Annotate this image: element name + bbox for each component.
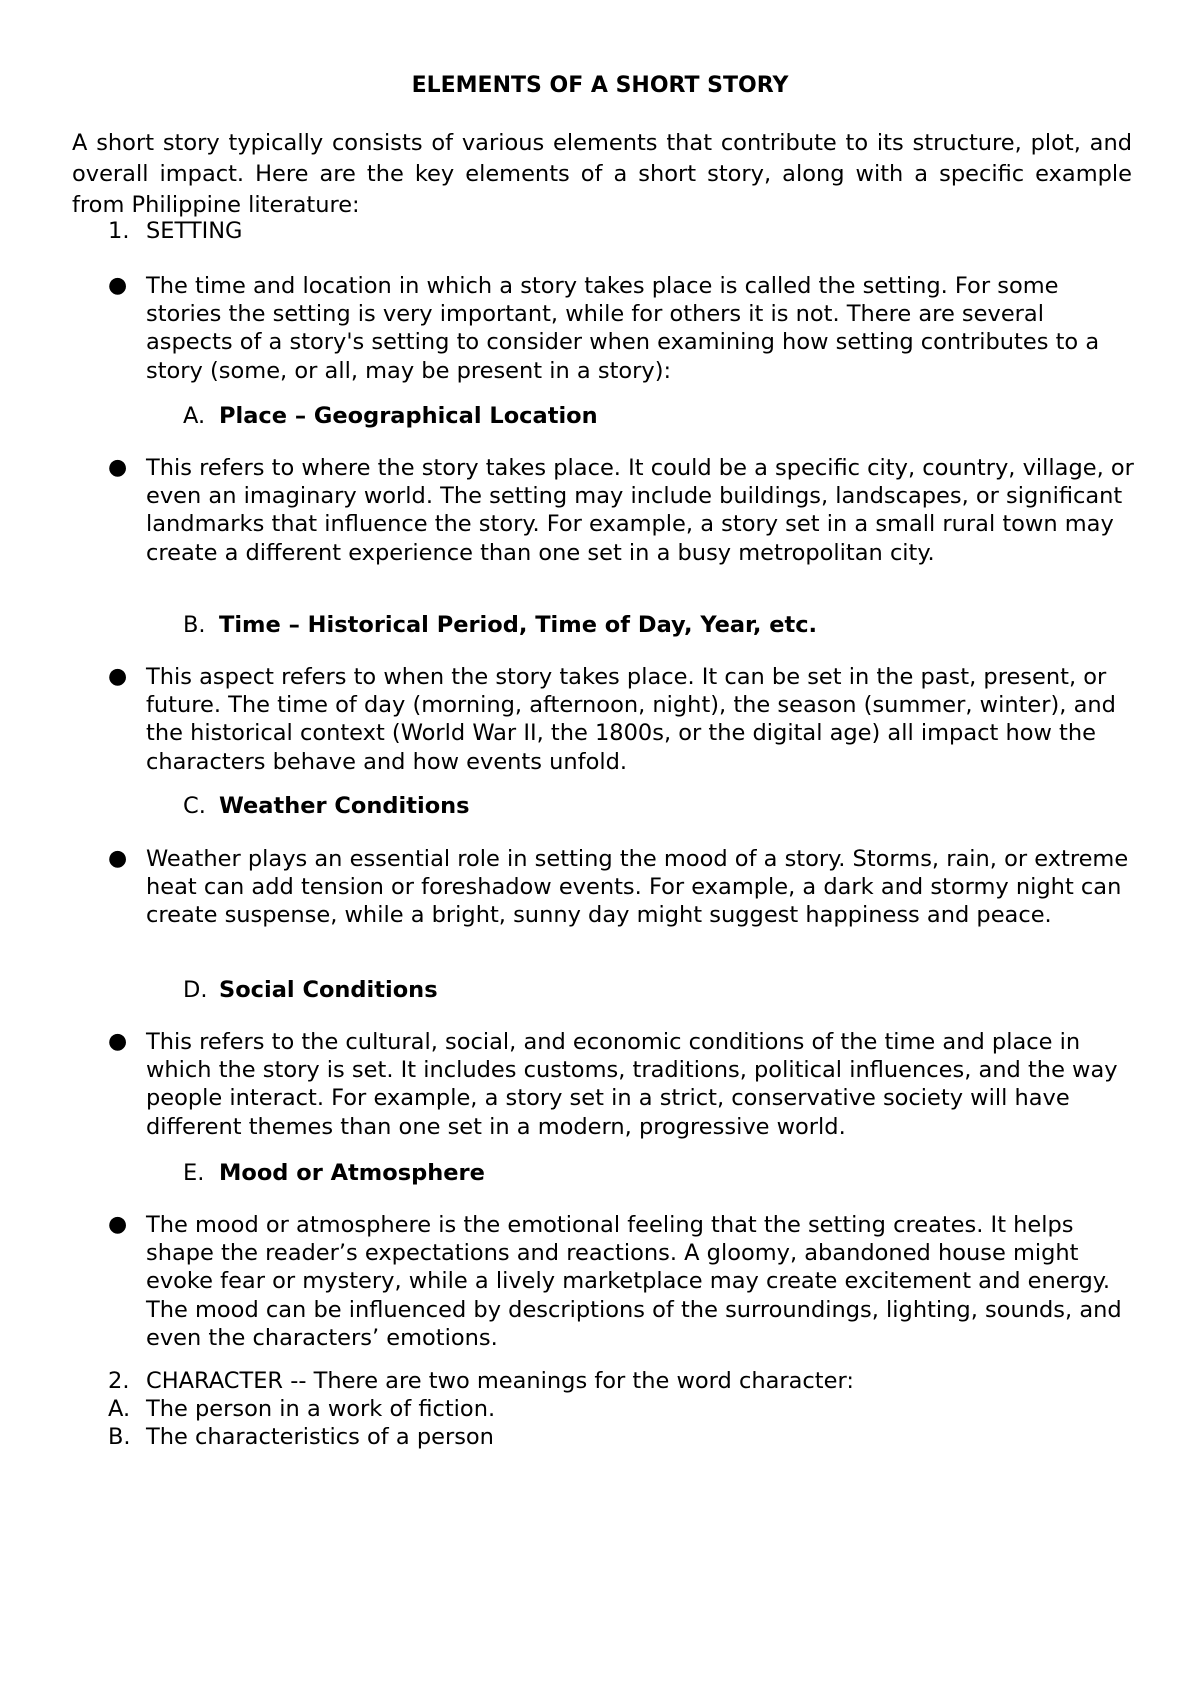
- subsection-title-weather: Weather Conditions: [219, 793, 470, 819]
- subsection-text-place: This refers to where the story takes place. It could be a specific city, country, village, or even an imaginary world. The setting may include buildings, landscapes, or significant landmarks that influence the story. For example, a story set in a small rural town may create a different experience than one set in a busy metropolitan city.: [146, 455, 1134, 566]
- subsection-text-social: This refers to the cultural, social, and economic conditions of the time and place in which the story is set. It includes customs, traditions, political influences, and the way people interact. For example, a story set in a strict, conservative society will have different themes than one set in a modern, progressive world.: [146, 1029, 1118, 1140]
- subsection-title-place: Place – Geographical Location: [219, 403, 598, 429]
- subsection-letter-time: B.: [183, 612, 206, 638]
- bullet-icon: ●: [108, 455, 128, 480]
- section-heading-setting: SETTING: [146, 218, 243, 244]
- subsection-letter-social: D.: [183, 977, 208, 1003]
- document-title: ELEMENTS OF A SHORT STORY: [411, 73, 789, 98]
- subsection-title-mood: Mood or Atmosphere: [219, 1160, 485, 1186]
- bullet-icon: ●: [108, 664, 128, 689]
- bullet-icon: ●: [108, 1029, 128, 1054]
- bullet-icon: ●: [108, 1212, 128, 1237]
- setting-description: The time and location in which a story takes place is called the setting. For some stories the setting is very important, while for others it is not. There are several aspects of a story's setting to consider when examining how setting contributes to a story (some, or all, may be present in a story):: [146, 273, 1100, 384]
- subsection-text-mood: The mood or atmosphere is the emotional feeling that the setting creates. It helps shape the reader’s expectations and reactions. A gloomy, abandoned house might evoke fear or mystery, while a lively marketplace may create excitement and energy. The mood can be influenced by descriptions of the surroundings, lighting, sounds, and even the characters’ emotions.: [146, 1212, 1122, 1351]
- subsection-title-social: Social Conditions: [219, 977, 438, 1003]
- subsection-letter-weather: C.: [183, 793, 206, 819]
- character-item-text-b: The characteristics of a person: [146, 1424, 494, 1450]
- section-number-setting: 1.: [108, 218, 130, 244]
- section-number-character: 2.: [108, 1368, 130, 1394]
- subsection-title-time: Time – Historical Period, Time of Day, Year, etc.: [219, 612, 818, 638]
- intro-paragraph: A short story typically consists of various elements that contribute to its structure, plot, and overall impact. Here are the key elements of a short story, along with a specific example from Philippine literature:: [72, 130, 1132, 218]
- subsection-letter-mood: E.: [183, 1160, 205, 1186]
- character-item-letter-b: B.: [108, 1424, 131, 1450]
- subsection-text-time: This aspect refers to when the story takes place. It can be set in the past, present, or future. The time of day (morning, afternoon, night), the season (summer, winter), and the historical context (World War II, the 1800s, or the digital age) all impact how the characters behave and how events unfold.: [146, 664, 1116, 775]
- subsection-letter-place: A.: [183, 403, 206, 429]
- character-item-letter-a: A.: [108, 1396, 131, 1422]
- section-heading-character: CHARACTER -- There are two meanings for the word character:: [146, 1368, 854, 1394]
- subsection-text-weather: Weather plays an essential role in setting the mood of a story. Storms, rain, or extreme heat can add tension or foreshadow events. For example, a dark and stormy night can create suspense, while a bright, sunny day might suggest happiness and peace.: [146, 846, 1129, 929]
- bullet-icon: ●: [108, 846, 128, 871]
- bullet-icon: ●: [108, 273, 128, 298]
- character-item-text-a: The person in a work of fiction.: [146, 1396, 496, 1422]
